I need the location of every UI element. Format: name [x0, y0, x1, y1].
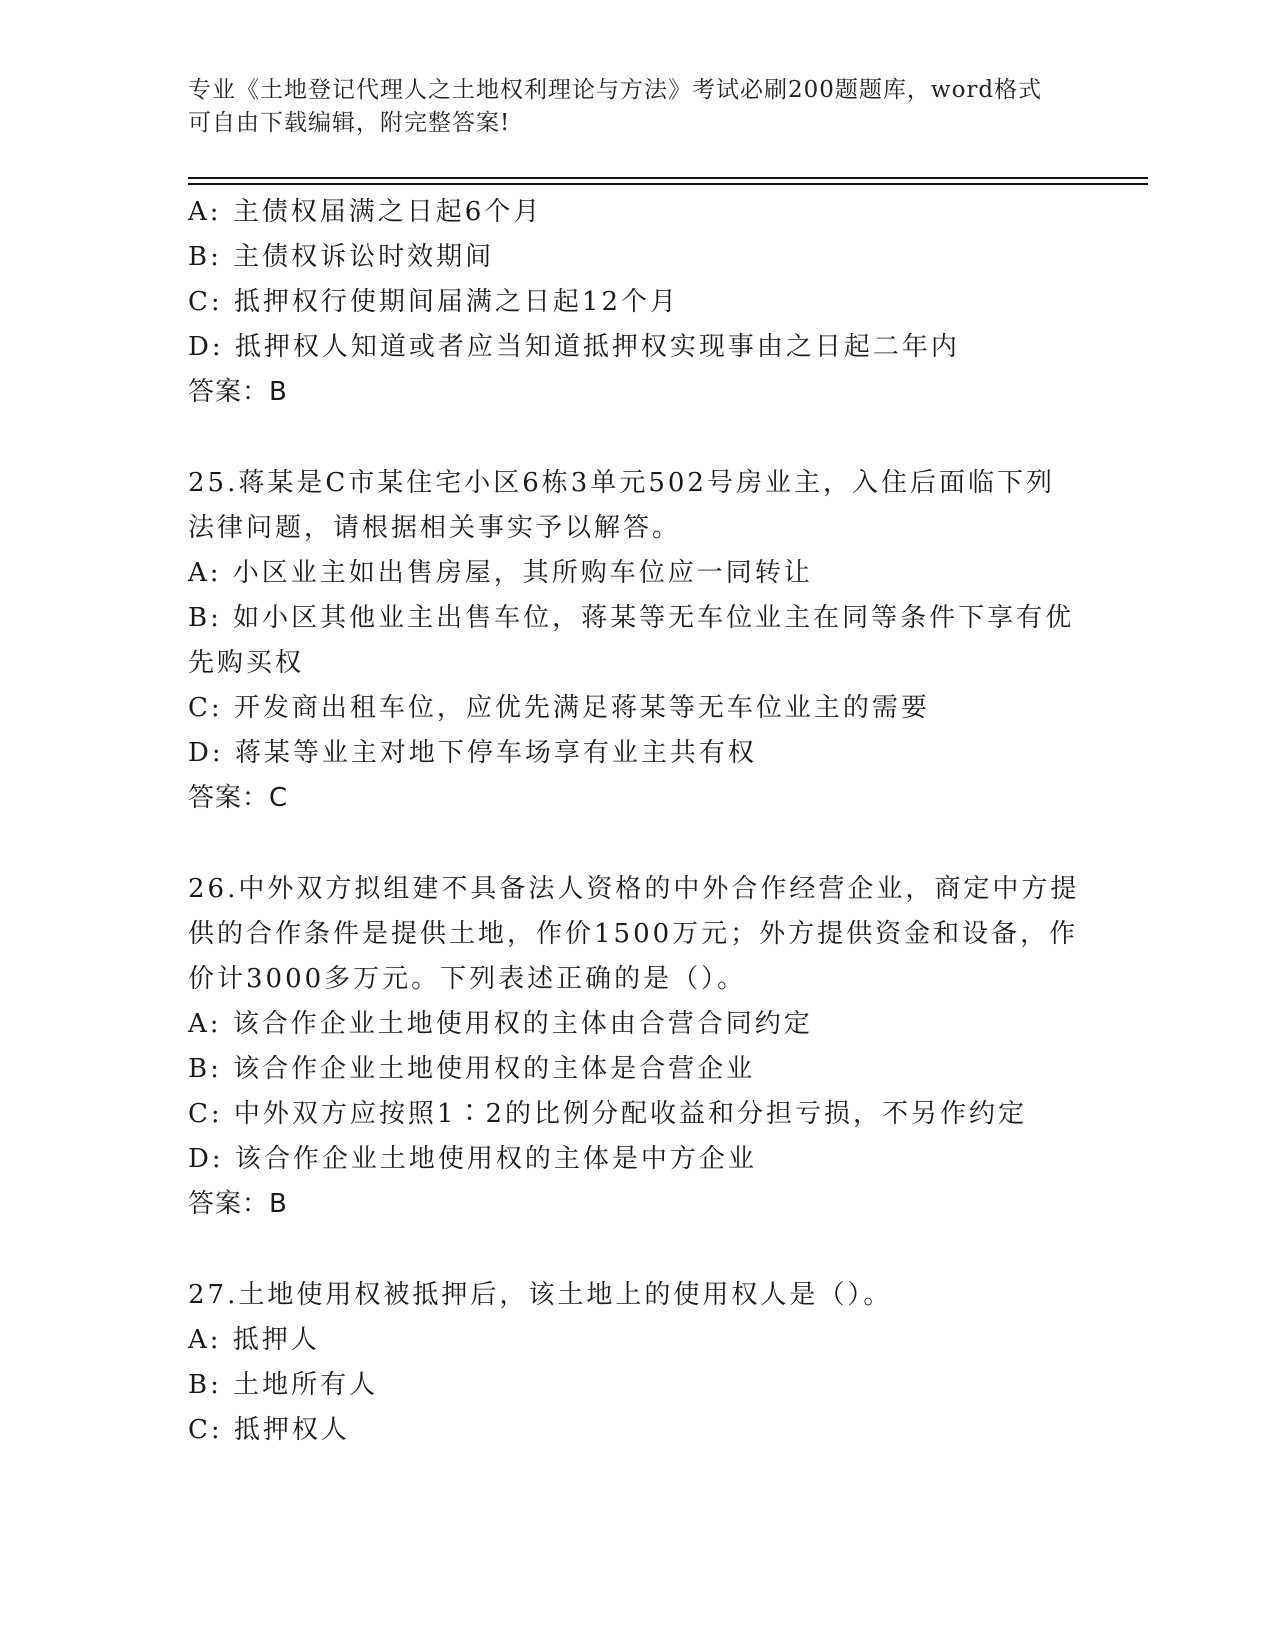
q24-option-d: D: 抵押权人知道或者应当知道抵押权实现事由之日起二年内: [188, 332, 960, 362]
question-25-block: [188, 461, 1088, 821]
q25-option-a: A: 小区业主如出售房屋，其所购车位应一同转让: [188, 558, 813, 588]
q26-option-c: C: 中外双方应按照1∶2的比例分配收益和分担亏损，不另作约定: [188, 1099, 1028, 1129]
question-27-block: [188, 1273, 1088, 1453]
q26-stem-line-1: 26.中外双方拟组建不具备法人资格的中外合作经营企业，商定中方提: [188, 874, 1080, 904]
spacer: [188, 415, 1088, 461]
question-content: [188, 190, 1088, 1453]
q25-answer: 答案：C: [188, 783, 289, 813]
q27-option-a: A: 抵押人: [188, 1325, 320, 1355]
q26-option-d: D: 该合作企业土地使用权的主体是中方企业: [188, 1144, 757, 1174]
q25-option-b-line-1: B: 如小区其他业主出售车位，蒋某等无车位业主在同等条件下享有优: [188, 603, 1075, 633]
question-26-block: [188, 867, 1088, 1227]
q25-stem-line-1: 25.蒋某是C市某住宅小区6栋3单元502号房业主，入住后面临下列: [188, 468, 1055, 498]
q25-option-d: D: 蒋某等业主对地下停车场享有业主共有权: [188, 738, 757, 768]
q25-stem-line-2: 法律问题，请根据相关事实予以解答。: [188, 513, 682, 543]
q24-option-b: B: 主债权诉讼时效期间: [188, 242, 495, 272]
q24-option-a: A: 主债权届满之日起6个月: [188, 197, 543, 227]
q24-answer: 答案：B: [188, 377, 288, 407]
spacer: [188, 1227, 1088, 1273]
question-24-block: [188, 190, 1088, 415]
q26-option-a: A: 该合作企业土地使用权的主体由合营合同约定: [188, 1009, 813, 1039]
header-line-1: 专业《土地登记代理人之土地权利理论与方法》考试必刷200题题库，word格式: [188, 77, 1043, 103]
header-divider-top: [188, 177, 1148, 179]
q25-option-c: C: 开发商出租车位，应优先满足蒋某等无车位业主的需要: [188, 693, 930, 723]
q26-option-b: B: 该合作企业土地使用权的主体是合营企业: [188, 1054, 756, 1084]
q26-answer: 答案：B: [188, 1189, 288, 1219]
header-divider-bottom: [188, 183, 1148, 185]
q25-option-b-line-2: 先购买权: [188, 648, 305, 678]
q27-option-b: B: 土地所有人: [188, 1370, 379, 1400]
spacer: [188, 821, 1088, 867]
q26-stem-line-3: 价计3000多万元。下列表述正确的是（）。: [188, 964, 747, 994]
header-line-2: 可自由下载编辑，附完整答案!: [188, 110, 511, 136]
q27-option-c: C: 抵押权人: [188, 1415, 350, 1445]
q27-stem-line-1: 27.土地使用权被抵押后，该土地上的使用权人是（）。: [188, 1280, 893, 1310]
q24-option-c: C: 抵押权行使期间届满之日起12个月: [188, 287, 680, 317]
q26-stem-line-2: 供的合作条件是提供土地，作价1500万元；外方提供资金和设备，作: [188, 919, 1079, 949]
document-header: [188, 74, 1088, 140]
